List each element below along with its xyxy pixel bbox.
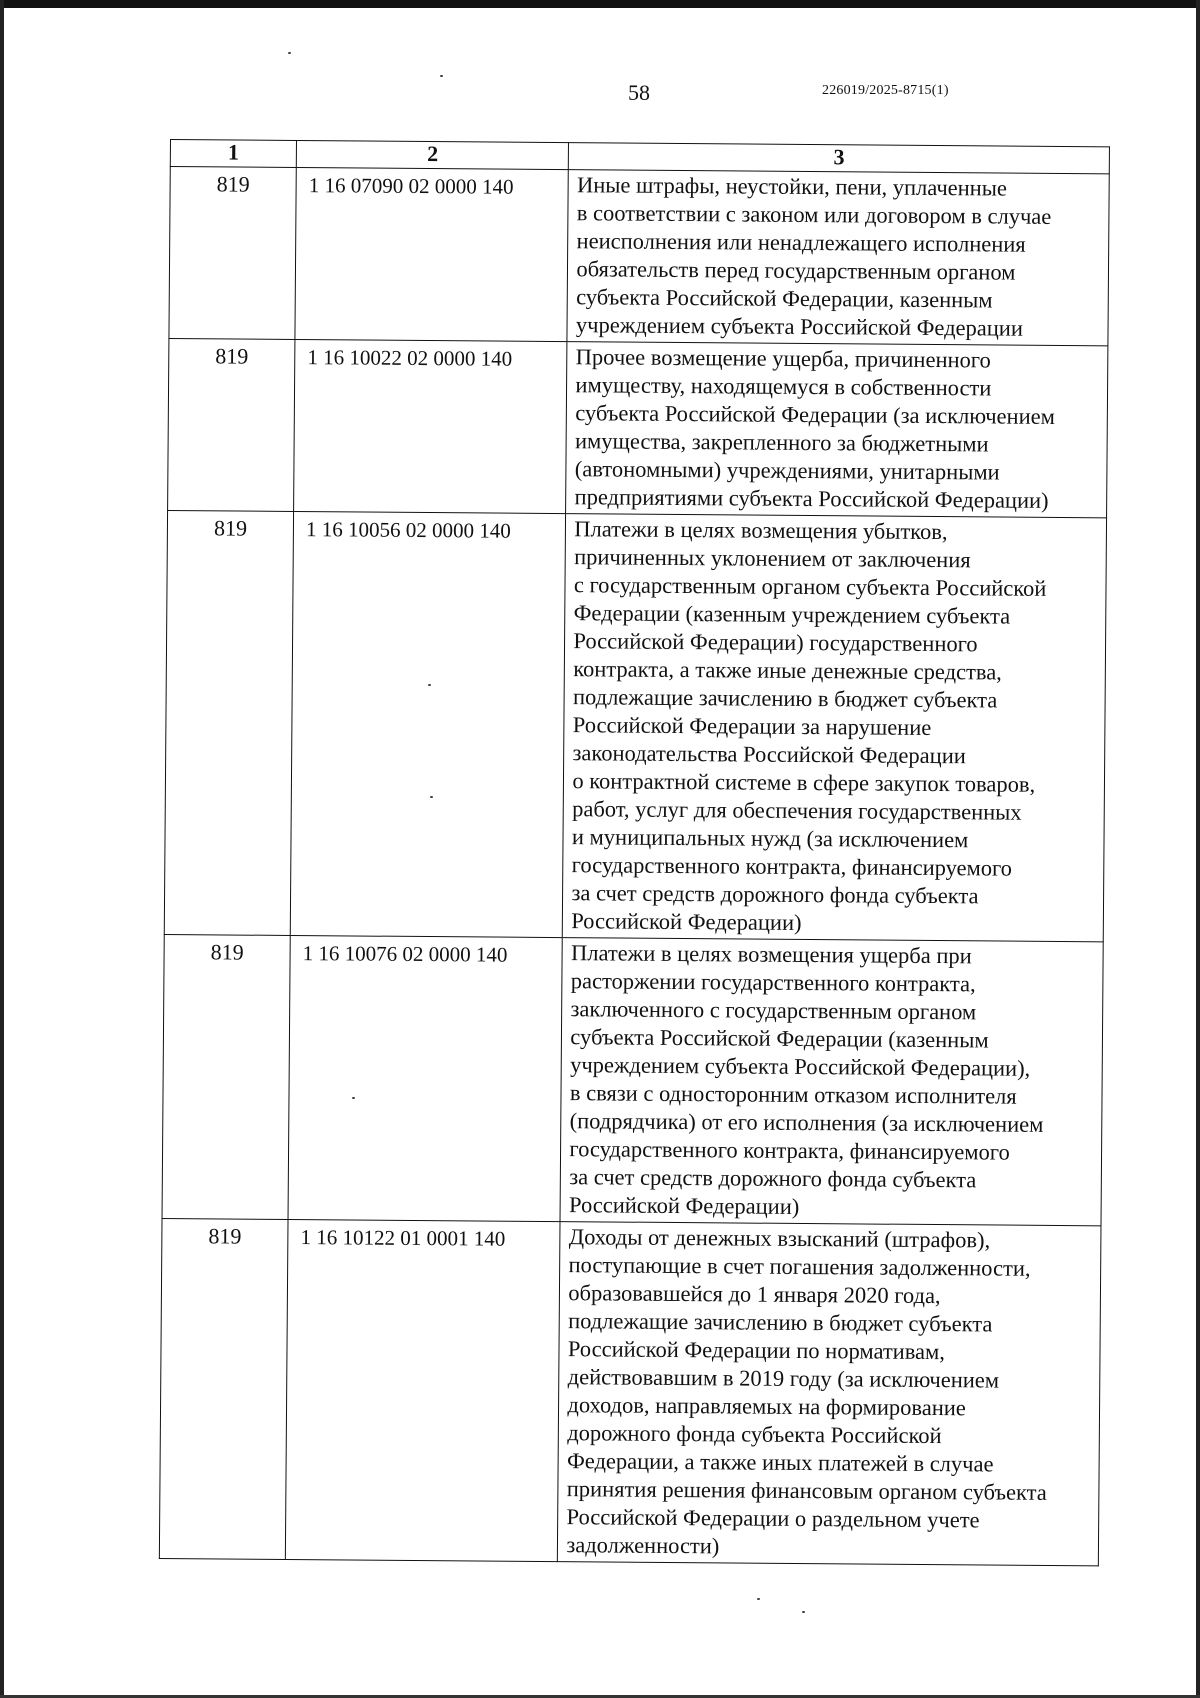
description-line: обязательств перед государственным органом xyxy=(576,256,1016,285)
description-line: (подрядчика) от его исполнения (за исключением xyxy=(569,1108,1044,1137)
table-row xyxy=(162,934,1103,1225)
table-row xyxy=(169,167,1109,346)
budget-classification-code-cell: 1 16 10056 02 0000 140 xyxy=(290,511,566,937)
admin-code-cell: 819 xyxy=(169,167,296,340)
scan-speck xyxy=(802,1611,805,1613)
description-line: Российской Федерации о раздельном учете xyxy=(566,1504,980,1533)
column-header-2: 2 xyxy=(296,140,568,169)
budget-classification-code-cell: 1 16 10122 01 0001 140 xyxy=(285,1219,560,1561)
scan-speck xyxy=(440,75,443,77)
description-line: неисполнения или ненадлежащего исполнения xyxy=(576,228,1026,257)
column-header-3: 3 xyxy=(569,143,1110,174)
description-line: законодательства Российской Федерации xyxy=(572,740,966,769)
description-line: работ, услуг для обеспечения государственных xyxy=(572,796,1022,825)
description-cell xyxy=(563,514,1107,942)
description-line: с государственным органом субъекта Российской xyxy=(573,572,1047,601)
description-line: контракта, а также иные денежные средства, xyxy=(573,656,1002,685)
description-line: Российской Федерации по нормативам, xyxy=(567,1336,946,1365)
scan-speck xyxy=(757,1598,760,1600)
description-line: в соответствии с законом или договором в случае xyxy=(576,200,1052,229)
description-line: (автономными) учреждениями, унитарными xyxy=(574,456,1000,485)
description-cell xyxy=(558,1222,1101,1566)
description-line: Российской Федерации) xyxy=(568,1192,800,1219)
table-row xyxy=(164,510,1106,941)
description-line: Российской Федерации) xyxy=(571,908,802,935)
description-line: заключенного с государственным органом xyxy=(570,996,977,1025)
admin-code-cell: 819 xyxy=(159,1218,288,1559)
description-line: доходов, направляемых на формирование xyxy=(567,1392,966,1421)
description-line: субъекта Российской Федерации (за исключением xyxy=(575,400,1056,429)
description-line: о контрактной системе в сфере закупок товаров, xyxy=(572,768,1036,797)
description-line: в связи с односторонним отказом исполнителя xyxy=(569,1080,1017,1109)
scan-speck xyxy=(288,52,291,54)
description-line: предприятиями субъекта Российской Федерации) xyxy=(574,484,1049,513)
budget-classification-code-cell: 1 16 10022 02 0000 140 xyxy=(294,339,568,513)
revenue-codes-table xyxy=(159,139,1110,1566)
admin-code-cell: 819 xyxy=(162,934,290,1219)
description-line: причиненных уклонением от заключения xyxy=(574,544,971,573)
description-line: имущества, закрепленного за бюджетными xyxy=(574,428,989,457)
description-cell xyxy=(567,170,1109,346)
description-cell xyxy=(560,938,1103,1226)
table-row xyxy=(168,338,1108,517)
description-line: поступающие в счет погашения задолженности, xyxy=(568,1252,1031,1281)
description-line: и муниципальных нужд (за исключением xyxy=(571,824,969,853)
admin-code-cell: 819 xyxy=(164,510,293,935)
description-line: за счет средств дорожного фонда субъекта xyxy=(569,1164,977,1193)
description-line: Прочее возмещение ущерба, причиненного xyxy=(575,344,991,373)
description-line: государственного контракта, финансируемого xyxy=(569,1136,1010,1165)
description-line: субъекта Российской Федерации, казенным xyxy=(576,284,993,313)
description-line: задолженности) xyxy=(566,1532,720,1559)
budget-classification-code-cell: 1 16 07090 02 0000 140 xyxy=(295,167,569,341)
scan-border-right xyxy=(1196,0,1200,1698)
description-line: Доходы от денежных взысканий (штрафов), xyxy=(568,1224,991,1253)
description-line: дорожного фонда субъекта Российской xyxy=(567,1420,942,1449)
description-line: подлежащие зачислению в бюджет субъекта xyxy=(572,684,998,713)
description-line: подлежащие зачислению в бюджет субъекта xyxy=(568,1308,993,1337)
description-line: действовавшим в 2019 году (за исключением xyxy=(567,1364,1000,1393)
description-line: Федерации (казенным учреждением субъекта xyxy=(573,600,1011,629)
description-cell xyxy=(566,342,1108,518)
description-line: государственного контракта, финансируемого xyxy=(571,852,1013,881)
description-line: расторжении государственного контракта, xyxy=(570,968,976,997)
description-line: образовавшейся до 1 января 2020 года, xyxy=(568,1280,941,1309)
admin-code-cell: 819 xyxy=(168,338,295,511)
page-number: 58 xyxy=(628,80,650,105)
description-line: учреждением субъекта Российской Федерации xyxy=(575,312,1024,341)
column-header-1: 1 xyxy=(170,140,296,168)
description-line: Платежи в целях возмещения ущерба при xyxy=(570,940,972,969)
description-line: Платежи в целях возмещения убытков, xyxy=(574,516,948,545)
description-line: учреждением субъекта Российской Федерации), xyxy=(570,1052,1031,1081)
document-reference: 226019/2025-8715(1) xyxy=(822,83,949,98)
description-line: Иные штрафы, неустойки, пени, уплаченные xyxy=(576,172,1007,201)
description-line: Российской Федерации за нарушение xyxy=(572,712,932,740)
description-line: субъекта Российской Федерации (казенным xyxy=(570,1024,989,1053)
table-row xyxy=(159,1218,1101,1565)
description-line: за счет средств дорожного фонда субъекта xyxy=(571,880,979,909)
scan-border-top xyxy=(0,0,1200,8)
scan-border-left xyxy=(0,0,4,1698)
description-line: принятия решения финансовым органом субъекта xyxy=(566,1476,1047,1505)
description-line: Российской Федерации) государственного xyxy=(573,628,978,657)
description-line: Федерации, а также иных платежей в случае xyxy=(566,1448,994,1477)
budget-classification-code-cell: 1 16 10076 02 0000 140 xyxy=(288,935,563,1221)
description-line: имуществу, находящемуся в собственности xyxy=(575,372,992,401)
